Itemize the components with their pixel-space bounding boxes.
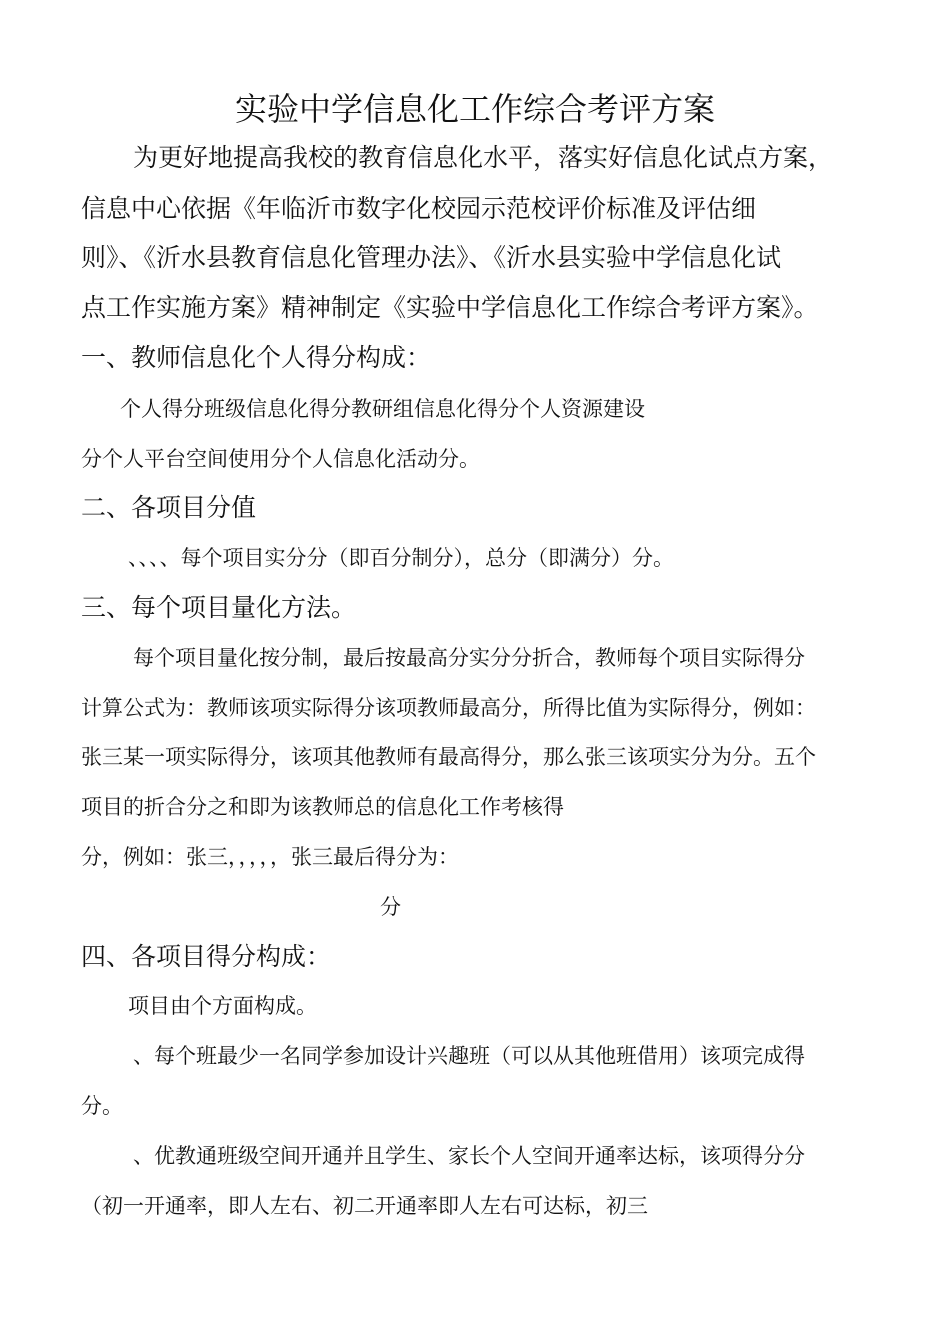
section-3-line-3: 张三某一项实际得分，该项其他教师有最高得分，那么张三该项实分为分。五个	[81, 745, 816, 769]
section-4-line-2: 、每个班最少一名同学参加设计兴趣班（可以从其他班借用）该项完成得	[133, 1044, 805, 1068]
intro-line-3: 则》、《沂水县教育信息化管理办法》、《沂水县实验中学信息化试	[81, 243, 782, 272]
section-2-heading: 二、各项目分值	[81, 493, 257, 522]
section-3-heading: 三、每个项目量化方法。	[81, 593, 357, 622]
document-title: 实验中学信息化工作综合考评方案	[234, 90, 715, 128]
section-4-line-4: 、优教通班级空间开通并且学生、家长个人空间开通率达标，该项得分分	[133, 1144, 805, 1168]
section-4-line-3: 分。	[81, 1094, 123, 1118]
intro-line-1: 为更好地提高我校的教育信息化水平，落实好信息化试点方案，	[133, 143, 834, 172]
section-1-line-1: 个人得分班级信息化得分教研组信息化得分个人资源建设	[120, 397, 645, 421]
section-4-line-1: 项目由个方面构成。	[128, 994, 317, 1018]
intro-line-2: 信息中心依据《年临沂市数字化校园示范校评价标准及评估细	[81, 194, 757, 223]
section-1-heading: 一、教师信息化个人得分构成：	[81, 343, 432, 372]
section-3-line-5: 分，例如：张三，，，，，张三最后得分为：	[81, 845, 459, 869]
section-3-line-6: 分	[380, 895, 401, 919]
section-1-line-2: 分个人平台空间使用分个人信息化活动分。	[81, 447, 480, 471]
section-2-line-1: 、、、、每个项目实分分（即百分制分），总分（即满分）分。	[128, 546, 674, 570]
section-4-heading: 四、各项目得分构成：	[81, 942, 332, 971]
section-4-line-5: （初一开通率，即人左右、初二开通率即人左右可达标，初三	[81, 1194, 648, 1218]
section-3-line-4: 项目的折合分之和即为该教师总的信息化工作考核得	[81, 795, 564, 819]
section-3-line-2: 计算公式为：教师该项实际得分该项教师最高分，所得比值为实际得分，例如：	[81, 696, 816, 720]
intro-line-4: 点工作实施方案》精神制定《实验中学信息化工作综合考评方案》。	[81, 293, 819, 322]
section-3-line-1: 每个项目量化按分制，最后按最高分实分分折合，教师每个项目实际得分	[133, 646, 805, 670]
